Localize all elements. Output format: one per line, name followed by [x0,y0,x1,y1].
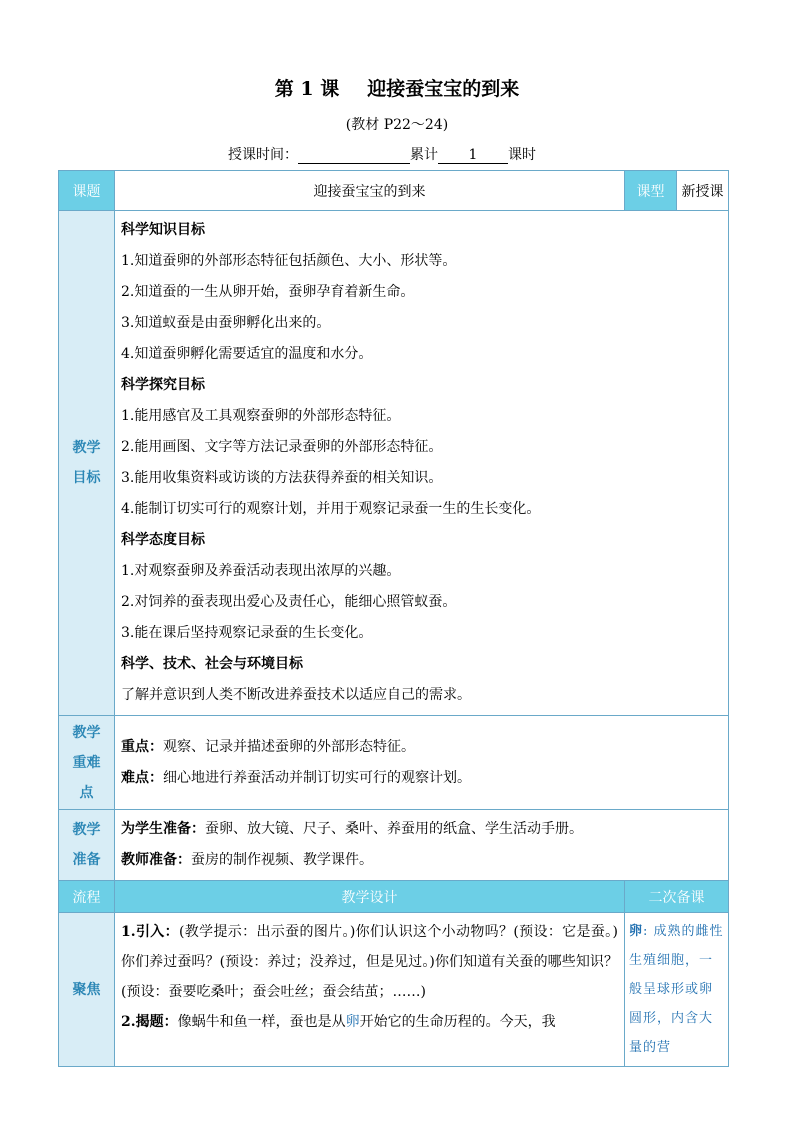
attitude-goal-item: 2.对饲养的蚕表现出爱心及责任心，能细心照管蚁蚕。 [121,594,457,610]
goals-row [59,211,729,716]
inquiry-goal-item: 1.能用感官及工具观察蚕卵的外部形态特征。 [121,408,401,424]
key-points-row [59,716,729,810]
inquiry-goal-item: 3.能用收集资料或访谈的方法获得养蚕的相关知识。 [121,470,443,486]
difficulty-line: 难点：细心地进行养蚕活动并制订切实可行的观察计划。 [121,769,471,786]
sts-goal-item: 了解并意识到人类不断改进养蚕技术以适应自己的需求。 [121,687,471,703]
period-label: 课时 [508,147,536,163]
design-col-header: 教学设计 [115,881,625,913]
goals-label: 教学 目标 [59,211,115,716]
knowledge-goal-item: 1.知道蚕卵的外部形态特征包括颜色、大小、形状等。 [121,253,457,269]
knowledge-goal-item: 2.知道蚕的一生从卵开始，蚕卵孕育着新生命。 [121,284,415,300]
inquiry-goal-title: 科学探究目标 [121,377,205,393]
lesson-title-line [0,74,794,101]
prep-row [59,810,729,881]
lesson-title: 迎接蚕宝宝的到来 [367,78,520,100]
topic-label: 课题 [59,171,115,211]
sts-goal-title: 科学、技术、社会与环境目标 [121,656,303,672]
total-label: 累计 [410,147,438,163]
knowledge-goal-item: 3.知道蚁蚕是由蚕卵孵化出来的。 [121,315,331,331]
process-col-header: 流程 [59,881,115,913]
prep-content [115,810,729,881]
key-points-label: 教学 重难 点 [59,716,115,810]
knowledge-goal-title: 科学知识目标 [121,222,205,238]
focus-label: 聚焦 [59,913,115,1067]
revision-col-header: 二次备课 [625,881,729,913]
textbook-reference: (教材 P22～24) [345,117,449,133]
time-label: 授课时间： [228,147,298,163]
attitude-goal-title: 科学态度目标 [121,532,205,548]
attitude-goal-item: 1.对观察蚕卵及养蚕活动表现出浓厚的兴趣。 [121,563,401,579]
knowledge-goal-item: 4.知道蚕卵孵化需要适宜的温度和水分。 [121,346,373,362]
focus-section-row [59,913,729,1067]
lesson-plan-table [58,170,729,1067]
goals-content [115,211,729,716]
topic-value: 迎接蚕宝宝的到来 [115,171,625,211]
attitude-goal-item: 3.能在课后坚持观察记录蚕的生长变化。 [121,625,373,641]
time-blank [298,147,410,164]
inquiry-goal-item: 4.能制订切实可行的观察计划，并用于观察记录蚕一生的生长变化。 [121,501,541,517]
revision-note: 卵: 成熟的雌性生殖细胞，一般呈球形或卵圆形，内含大量的营 [625,913,729,1067]
type-label: 课型 [625,171,677,211]
key-points-content [115,716,729,810]
focus-content [115,913,625,1067]
prep-label: 教学 准备 [59,810,115,881]
focus-line: 重点：观察、记录并描述蚕卵的外部形态特征。 [121,738,415,755]
total-value: 1 [438,147,508,164]
schedule-line [228,144,536,164]
teacher-prep-line: 教师准备：蚕房的制作视频、教学课件。 [121,852,373,868]
topic-row [59,171,729,211]
student-prep-line: 为学生准备：蚕卵、放大镜、尺子、桑叶、养蚕用的纸盒、学生活动手册。 [121,821,583,837]
topic-reveal-step: 2.揭题：像蜗牛和鱼一样，蚕也是从卵开始它的生命历程的。今天，我 [121,1014,556,1030]
intro-step: 1.引入：(教学提示：出示蚕的图片。)你们认识这个小动物吗？(预设：它是蚕。)你们养过蚕吗？(预设：养过；没养过，但是见过。)你们知道有关蚕的哪些知识？(预设：蚕要吃桑叶；蚕会吐丝；蚕会结茧；……) [121,924,618,1000]
type-value: 新授课 [677,171,729,211]
process-header-row [59,881,729,913]
inquiry-goal-item: 2.能用画图、文字等方法记录蚕卵的外部形态特征。 [121,439,443,455]
lesson-number: 第 1 课 [274,78,340,100]
